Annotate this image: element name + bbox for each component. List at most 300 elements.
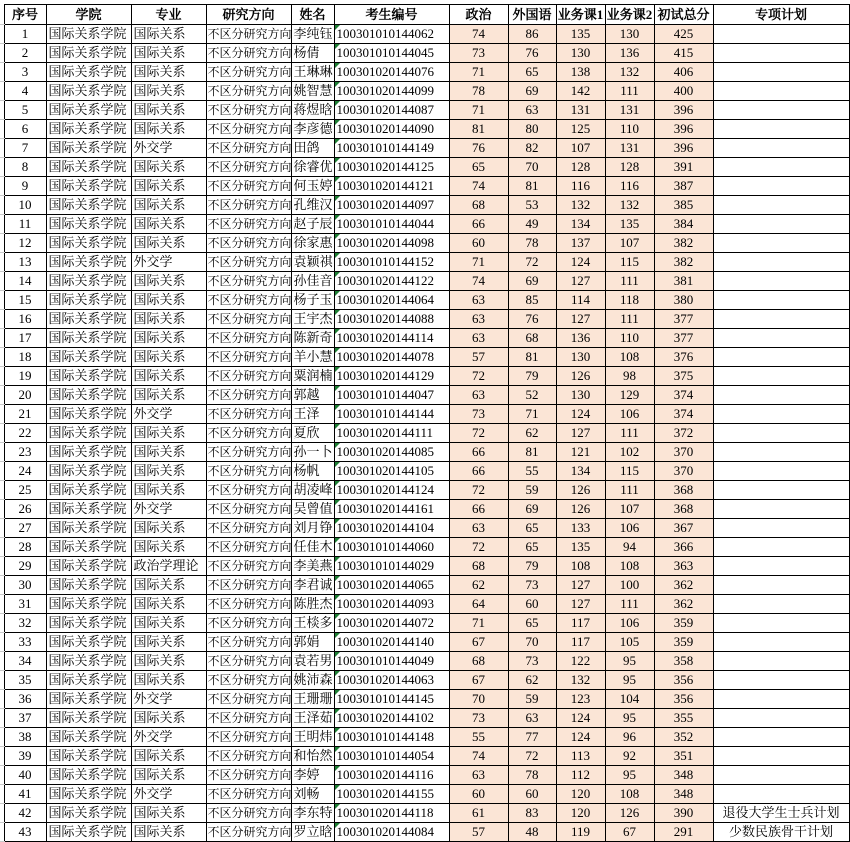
cell-xuhao[interactable]: 36 [4, 690, 46, 709]
cell-xueyuan[interactable]: 国际关系学院 [46, 386, 131, 405]
cell-yewuke2[interactable]: 98 [605, 367, 654, 386]
cell-waiguoyu[interactable]: 71 [508, 405, 556, 424]
cell-xuhao[interactable]: 22 [4, 424, 46, 443]
cell-chushizongfen[interactable]: 368 [654, 481, 713, 500]
cell-xuhao[interactable]: 9 [4, 177, 46, 196]
cell-yewuke1[interactable]: 116 [556, 177, 605, 196]
cell-zhuanye[interactable]: 国际关系 [131, 614, 206, 633]
cell-chushizongfen[interactable]: 425 [654, 25, 713, 44]
cell-yewuke1[interactable]: 132 [556, 196, 605, 215]
cell-yanjiufangxiang[interactable]: 不区分研究方向 [206, 633, 291, 652]
cell-zhengzhi[interactable]: 62 [449, 576, 508, 595]
cell-xingming[interactable]: 王泽 [291, 405, 334, 424]
cell-zhuanxiangjihua[interactable] [713, 519, 849, 538]
cell-xuhao[interactable]: 8 [4, 158, 46, 177]
cell-xuhao[interactable]: 26 [4, 500, 46, 519]
cell-yewuke2[interactable]: 105 [605, 633, 654, 652]
cell-yewuke1[interactable]: 124 [556, 728, 605, 747]
cell-zhuanye[interactable]: 国际关系 [131, 462, 206, 481]
cell-xingming[interactable]: 王珊珊 [291, 690, 334, 709]
cell-yewuke1[interactable]: 122 [556, 652, 605, 671]
cell-yewuke1[interactable]: 133 [556, 519, 605, 538]
cell-xuhao[interactable]: 32 [4, 614, 46, 633]
cell-zhengzhi[interactable]: 57 [449, 823, 508, 842]
cell-zhuanye[interactable]: 国际关系 [131, 120, 206, 139]
cell-xingming[interactable]: 何玉婷 [291, 177, 334, 196]
cell-waiguoyu[interactable]: 72 [508, 253, 556, 272]
cell-zhuanye[interactable]: 国际关系 [131, 44, 206, 63]
cell-kaoshengbianhao[interactable]: 100301020144087 [334, 101, 449, 120]
cell-xueyuan[interactable]: 国际关系学院 [46, 671, 131, 690]
cell-kaoshengbianhao[interactable]: 100301020144076 [334, 63, 449, 82]
cell-xuhao[interactable]: 15 [4, 291, 46, 310]
cell-xuhao[interactable]: 13 [4, 253, 46, 272]
col-header-yanjiufangxiang[interactable]: 研究方向 [206, 5, 291, 25]
cell-yanjiufangxiang[interactable]: 不区分研究方向 [206, 291, 291, 310]
cell-zhengzhi[interactable]: 78 [449, 82, 508, 101]
cell-xueyuan[interactable]: 国际关系学院 [46, 443, 131, 462]
cell-zhuanxiangjihua[interactable] [713, 329, 849, 348]
cell-yewuke2[interactable]: 95 [605, 766, 654, 785]
cell-yanjiufangxiang[interactable]: 不区分研究方向 [206, 747, 291, 766]
cell-yanjiufangxiang[interactable]: 不区分研究方向 [206, 766, 291, 785]
cell-xuhao[interactable]: 41 [4, 785, 46, 804]
cell-xingming[interactable]: 罗立晗 [291, 823, 334, 842]
cell-xingming[interactable]: 杨帆 [291, 462, 334, 481]
cell-xingming[interactable]: 羊小慧 [291, 348, 334, 367]
cell-xingming[interactable]: 任佳木 [291, 538, 334, 557]
cell-zhengzhi[interactable]: 68 [449, 652, 508, 671]
cell-xueyuan[interactable]: 国际关系学院 [46, 557, 131, 576]
cell-zhengzhi[interactable]: 63 [449, 329, 508, 348]
cell-zhuanye[interactable]: 外交学 [131, 690, 206, 709]
cell-chushizongfen[interactable]: 366 [654, 538, 713, 557]
cell-yewuke2[interactable]: 67 [605, 823, 654, 842]
col-header-zhengzhi[interactable]: 政治 [449, 5, 508, 25]
cell-xuhao[interactable]: 20 [4, 386, 46, 405]
cell-zhuanxiangjihua[interactable] [713, 728, 849, 747]
cell-yewuke2[interactable]: 108 [605, 785, 654, 804]
cell-zhuanye[interactable]: 外交学 [131, 139, 206, 158]
cell-waiguoyu[interactable]: 86 [508, 25, 556, 44]
cell-yewuke2[interactable]: 95 [605, 709, 654, 728]
cell-yewuke1[interactable]: 134 [556, 215, 605, 234]
cell-yanjiufangxiang[interactable]: 不区分研究方向 [206, 538, 291, 557]
cell-xuhao[interactable]: 34 [4, 652, 46, 671]
cell-kaoshengbianhao[interactable]: 100301010144044 [334, 215, 449, 234]
cell-yanjiufangxiang[interactable]: 不区分研究方向 [206, 614, 291, 633]
cell-waiguoyu[interactable]: 49 [508, 215, 556, 234]
cell-yanjiufangxiang[interactable]: 不区分研究方向 [206, 424, 291, 443]
cell-kaoshengbianhao[interactable]: 100301020144104 [334, 519, 449, 538]
cell-yewuke1[interactable]: 127 [556, 272, 605, 291]
cell-waiguoyu[interactable]: 76 [508, 310, 556, 329]
cell-xueyuan[interactable]: 国际关系学院 [46, 63, 131, 82]
cell-zhuanxiangjihua[interactable] [713, 272, 849, 291]
cell-xingming[interactable]: 王明炜 [291, 728, 334, 747]
cell-waiguoyu[interactable]: 69 [508, 500, 556, 519]
cell-chushizongfen[interactable]: 396 [654, 120, 713, 139]
cell-waiguoyu[interactable]: 79 [508, 557, 556, 576]
cell-xingming[interactable]: 夏欣 [291, 424, 334, 443]
cell-zhengzhi[interactable]: 61 [449, 804, 508, 823]
cell-yewuke2[interactable]: 128 [605, 158, 654, 177]
cell-kaoshengbianhao[interactable]: 100301010144152 [334, 253, 449, 272]
cell-xingming[interactable]: 陈新奇 [291, 329, 334, 348]
cell-chushizongfen[interactable]: 352 [654, 728, 713, 747]
cell-xingming[interactable]: 徐睿优 [291, 158, 334, 177]
cell-xingming[interactable]: 郭越 [291, 386, 334, 405]
cell-xuhao[interactable]: 31 [4, 595, 46, 614]
cell-kaoshengbianhao[interactable]: 100301020144124 [334, 481, 449, 500]
cell-xuhao[interactable]: 23 [4, 443, 46, 462]
cell-xueyuan[interactable]: 国际关系学院 [46, 766, 131, 785]
cell-xuhao[interactable]: 4 [4, 82, 46, 101]
cell-zhengzhi[interactable]: 76 [449, 139, 508, 158]
cell-xuhao[interactable]: 3 [4, 63, 46, 82]
cell-yewuke2[interactable]: 111 [605, 82, 654, 101]
cell-kaoshengbianhao[interactable]: 100301010144047 [334, 386, 449, 405]
cell-yewuke2[interactable]: 130 [605, 25, 654, 44]
cell-xueyuan[interactable]: 国际关系学院 [46, 82, 131, 101]
cell-zhuanye[interactable]: 国际关系 [131, 709, 206, 728]
cell-chushizongfen[interactable]: 355 [654, 709, 713, 728]
cell-xingming[interactable]: 姚沛森 [291, 671, 334, 690]
cell-zhuanxiangjihua[interactable] [713, 25, 849, 44]
cell-zhengzhi[interactable]: 72 [449, 424, 508, 443]
cell-xuhao[interactable]: 10 [4, 196, 46, 215]
cell-zhuanxiangjihua[interactable] [713, 386, 849, 405]
cell-xueyuan[interactable]: 国际关系学院 [46, 709, 131, 728]
cell-yewuke1[interactable]: 107 [556, 139, 605, 158]
cell-yanjiufangxiang[interactable]: 不区分研究方向 [206, 386, 291, 405]
cell-chushizongfen[interactable]: 391 [654, 158, 713, 177]
cell-zhuanxiangjihua[interactable] [713, 158, 849, 177]
cell-yanjiufangxiang[interactable]: 不区分研究方向 [206, 139, 291, 158]
cell-yewuke2[interactable]: 111 [605, 424, 654, 443]
cell-yewuke1[interactable]: 127 [556, 424, 605, 443]
cell-yewuke1[interactable]: 124 [556, 253, 605, 272]
cell-zhuanye[interactable]: 国际关系 [131, 443, 206, 462]
cell-xueyuan[interactable]: 国际关系学院 [46, 310, 131, 329]
cell-yewuke2[interactable]: 131 [605, 139, 654, 158]
cell-zhengzhi[interactable]: 63 [449, 766, 508, 785]
cell-yewuke1[interactable]: 121 [556, 443, 605, 462]
cell-xingming[interactable]: 吴曾值 [291, 500, 334, 519]
cell-yewuke1[interactable]: 130 [556, 44, 605, 63]
col-header-xingming[interactable]: 姓名 [291, 5, 334, 25]
cell-yewuke2[interactable]: 132 [605, 63, 654, 82]
cell-xingming[interactable]: 李彦德 [291, 120, 334, 139]
cell-xueyuan[interactable]: 国际关系学院 [46, 785, 131, 804]
cell-chushizongfen[interactable]: 372 [654, 424, 713, 443]
cell-yewuke1[interactable]: 114 [556, 291, 605, 310]
cell-zhuanye[interactable]: 国际关系 [131, 82, 206, 101]
cell-waiguoyu[interactable]: 76 [508, 44, 556, 63]
cell-yanjiufangxiang[interactable]: 不区分研究方向 [206, 120, 291, 139]
cell-zhuanxiangjihua[interactable] [713, 633, 849, 652]
cell-zhengzhi[interactable]: 74 [449, 747, 508, 766]
cell-yewuke1[interactable]: 130 [556, 386, 605, 405]
cell-xuhao[interactable]: 17 [4, 329, 46, 348]
cell-zhuanxiangjihua[interactable] [713, 82, 849, 101]
cell-waiguoyu[interactable]: 60 [508, 595, 556, 614]
cell-kaoshengbianhao[interactable]: 100301010144062 [334, 25, 449, 44]
cell-yewuke2[interactable]: 95 [605, 652, 654, 671]
cell-zhuanye[interactable]: 国际关系 [131, 234, 206, 253]
cell-kaoshengbianhao[interactable]: 100301020144102 [334, 709, 449, 728]
cell-yanjiufangxiang[interactable]: 不区分研究方向 [206, 348, 291, 367]
cell-yewuke2[interactable]: 111 [605, 310, 654, 329]
cell-zhengzhi[interactable]: 73 [449, 709, 508, 728]
cell-zhuanxiangjihua[interactable] [713, 234, 849, 253]
cell-zhengzhi[interactable]: 60 [449, 785, 508, 804]
cell-kaoshengbianhao[interactable]: 100301010144049 [334, 652, 449, 671]
cell-yanjiufangxiang[interactable]: 不区分研究方向 [206, 443, 291, 462]
cell-zhuanye[interactable]: 国际关系 [131, 652, 206, 671]
cell-chushizongfen[interactable]: 362 [654, 595, 713, 614]
cell-zhengzhi[interactable]: 70 [449, 690, 508, 709]
cell-zhengzhi[interactable]: 72 [449, 367, 508, 386]
cell-zhuanxiangjihua[interactable] [713, 215, 849, 234]
cell-zhuanxiangjihua[interactable] [713, 576, 849, 595]
cell-zhuanye[interactable]: 国际关系 [131, 766, 206, 785]
cell-yewuke1[interactable]: 127 [556, 310, 605, 329]
cell-xuhao[interactable]: 25 [4, 481, 46, 500]
cell-kaoshengbianhao[interactable]: 100301020144064 [334, 291, 449, 310]
cell-zhuanxiangjihua[interactable] [713, 424, 849, 443]
cell-yewuke1[interactable]: 125 [556, 120, 605, 139]
cell-kaoshengbianhao[interactable]: 100301010144145 [334, 690, 449, 709]
cell-zhuanye[interactable]: 国际关系 [131, 329, 206, 348]
cell-yewuke1[interactable]: 123 [556, 690, 605, 709]
cell-waiguoyu[interactable]: 70 [508, 158, 556, 177]
cell-yanjiufangxiang[interactable]: 不区分研究方向 [206, 405, 291, 424]
cell-waiguoyu[interactable]: 82 [508, 139, 556, 158]
cell-xuhao[interactable]: 19 [4, 367, 46, 386]
cell-zhuanye[interactable]: 国际关系 [131, 747, 206, 766]
cell-waiguoyu[interactable]: 69 [508, 272, 556, 291]
cell-xingming[interactable]: 徐家惠 [291, 234, 334, 253]
cell-zhuanxiangjihua[interactable] [713, 709, 849, 728]
cell-yewuke1[interactable]: 138 [556, 63, 605, 82]
cell-yewuke2[interactable]: 107 [605, 234, 654, 253]
cell-yewuke1[interactable]: 108 [556, 557, 605, 576]
cell-chushizongfen[interactable]: 400 [654, 82, 713, 101]
cell-zhuanye[interactable]: 国际关系 [131, 424, 206, 443]
cell-xueyuan[interactable]: 国际关系学院 [46, 348, 131, 367]
cell-zhengzhi[interactable]: 63 [449, 310, 508, 329]
cell-xuhao[interactable]: 1 [4, 25, 46, 44]
cell-xingming[interactable]: 孙一卜 [291, 443, 334, 462]
cell-zhengzhi[interactable]: 64 [449, 595, 508, 614]
cell-yanjiufangxiang[interactable]: 不区分研究方向 [206, 158, 291, 177]
cell-yewuke1[interactable]: 126 [556, 367, 605, 386]
cell-chushizongfen[interactable]: 367 [654, 519, 713, 538]
cell-yewuke2[interactable]: 106 [605, 519, 654, 538]
cell-yewuke1[interactable]: 135 [556, 538, 605, 557]
col-header-yewuke2[interactable]: 业务课2 [605, 5, 654, 25]
cell-xuhao[interactable]: 29 [4, 557, 46, 576]
cell-kaoshengbianhao[interactable]: 100301020144140 [334, 633, 449, 652]
cell-xuhao[interactable]: 38 [4, 728, 46, 747]
cell-waiguoyu[interactable]: 59 [508, 481, 556, 500]
cell-xingming[interactable]: 杨子玉 [291, 291, 334, 310]
cell-zhuanye[interactable]: 国际关系 [131, 63, 206, 82]
cell-chushizongfen[interactable]: 362 [654, 576, 713, 595]
cell-chushizongfen[interactable]: 348 [654, 766, 713, 785]
cell-zhuanxiangjihua[interactable] [713, 348, 849, 367]
cell-yewuke1[interactable]: 120 [556, 785, 605, 804]
cell-zhuanye[interactable]: 外交学 [131, 785, 206, 804]
cell-zhuanye[interactable]: 国际关系 [131, 367, 206, 386]
cell-yewuke1[interactable]: 127 [556, 595, 605, 614]
cell-xingming[interactable]: 李婷 [291, 766, 334, 785]
cell-yewuke1[interactable]: 126 [556, 481, 605, 500]
cell-kaoshengbianhao[interactable]: 100301020144093 [334, 595, 449, 614]
cell-xueyuan[interactable]: 国际关系学院 [46, 728, 131, 747]
cell-zhuanxiangjihua[interactable] [713, 63, 849, 82]
cell-kaoshengbianhao[interactable]: 100301020144111 [334, 424, 449, 443]
cell-yanjiufangxiang[interactable]: 不区分研究方向 [206, 272, 291, 291]
cell-chushizongfen[interactable]: 415 [654, 44, 713, 63]
cell-kaoshengbianhao[interactable]: 100301020144098 [334, 234, 449, 253]
cell-kaoshengbianhao[interactable]: 100301020144161 [334, 500, 449, 519]
cell-yewuke2[interactable]: 118 [605, 291, 654, 310]
cell-xuhao[interactable]: 42 [4, 804, 46, 823]
cell-yanjiufangxiang[interactable]: 不区分研究方向 [206, 595, 291, 614]
cell-yanjiufangxiang[interactable]: 不区分研究方向 [206, 671, 291, 690]
cell-yewuke2[interactable]: 115 [605, 253, 654, 272]
cell-zhengzhi[interactable]: 66 [449, 443, 508, 462]
cell-xueyuan[interactable]: 国际关系学院 [46, 462, 131, 481]
cell-yewuke2[interactable]: 102 [605, 443, 654, 462]
cell-zhuanye[interactable]: 国际关系 [131, 386, 206, 405]
cell-waiguoyu[interactable]: 81 [508, 348, 556, 367]
cell-zhuanxiangjihua[interactable] [713, 785, 849, 804]
cell-zhuanye[interactable]: 国际关系 [131, 25, 206, 44]
cell-chushizongfen[interactable]: 363 [654, 557, 713, 576]
cell-zhengzhi[interactable]: 65 [449, 158, 508, 177]
cell-xuhao[interactable]: 21 [4, 405, 46, 424]
cell-yanjiufangxiang[interactable]: 不区分研究方向 [206, 101, 291, 120]
cell-xuhao[interactable]: 14 [4, 272, 46, 291]
cell-yanjiufangxiang[interactable]: 不区分研究方向 [206, 82, 291, 101]
cell-xueyuan[interactable]: 国际关系学院 [46, 196, 131, 215]
cell-xueyuan[interactable]: 国际关系学院 [46, 25, 131, 44]
cell-xingming[interactable]: 李美燕 [291, 557, 334, 576]
cell-yewuke2[interactable]: 110 [605, 120, 654, 139]
cell-yanjiufangxiang[interactable]: 不区分研究方向 [206, 576, 291, 595]
cell-chushizongfen[interactable]: 396 [654, 101, 713, 120]
cell-zhuanye[interactable]: 国际关系 [131, 158, 206, 177]
cell-zhengzhi[interactable]: 63 [449, 519, 508, 538]
cell-xueyuan[interactable]: 国际关系学院 [46, 291, 131, 310]
cell-waiguoyu[interactable]: 53 [508, 196, 556, 215]
cell-chushizongfen[interactable]: 380 [654, 291, 713, 310]
cell-xuhao[interactable]: 27 [4, 519, 46, 538]
cell-kaoshengbianhao[interactable]: 100301020144072 [334, 614, 449, 633]
cell-zhuanxiangjihua[interactable] [713, 690, 849, 709]
cell-waiguoyu[interactable]: 52 [508, 386, 556, 405]
col-header-xueyuan[interactable]: 学院 [46, 5, 131, 25]
cell-zhengzhi[interactable]: 63 [449, 386, 508, 405]
cell-yanjiufangxiang[interactable]: 不区分研究方向 [206, 44, 291, 63]
cell-xuhao[interactable]: 30 [4, 576, 46, 595]
col-header-chushizongfen[interactable]: 初试总分 [654, 5, 713, 25]
cell-zhuanye[interactable]: 国际关系 [131, 481, 206, 500]
cell-kaoshengbianhao[interactable]: 100301010144148 [334, 728, 449, 747]
cell-yewuke1[interactable]: 126 [556, 500, 605, 519]
cell-waiguoyu[interactable]: 59 [508, 690, 556, 709]
cell-yewuke2[interactable]: 129 [605, 386, 654, 405]
cell-xingming[interactable]: 陈胜杰 [291, 595, 334, 614]
cell-chushizongfen[interactable]: 385 [654, 196, 713, 215]
cell-chushizongfen[interactable]: 356 [654, 671, 713, 690]
cell-waiguoyu[interactable]: 79 [508, 367, 556, 386]
cell-yewuke2[interactable]: 110 [605, 329, 654, 348]
cell-xingming[interactable]: 王宇杰 [291, 310, 334, 329]
col-header-xuhao[interactable]: 序号 [4, 5, 46, 25]
cell-zhuanxiangjihua[interactable] [713, 766, 849, 785]
cell-yewuke2[interactable]: 111 [605, 595, 654, 614]
cell-yewuke2[interactable]: 104 [605, 690, 654, 709]
cell-zhengzhi[interactable]: 71 [449, 63, 508, 82]
cell-chushizongfen[interactable]: 374 [654, 405, 713, 424]
cell-yewuke2[interactable]: 136 [605, 44, 654, 63]
cell-xueyuan[interactable]: 国际关系学院 [46, 101, 131, 120]
cell-kaoshengbianhao[interactable]: 100301020144121 [334, 177, 449, 196]
cell-yewuke2[interactable]: 108 [605, 348, 654, 367]
cell-yewuke2[interactable]: 95 [605, 671, 654, 690]
cell-xuhao[interactable]: 7 [4, 139, 46, 158]
cell-zhengzhi[interactable]: 66 [449, 215, 508, 234]
cell-waiguoyu[interactable]: 55 [508, 462, 556, 481]
cell-kaoshengbianhao[interactable]: 100301020144114 [334, 329, 449, 348]
cell-zhengzhi[interactable]: 66 [449, 462, 508, 481]
cell-yewuke2[interactable]: 126 [605, 804, 654, 823]
cell-chushizongfen[interactable]: 381 [654, 272, 713, 291]
cell-xueyuan[interactable]: 国际关系学院 [46, 823, 131, 842]
cell-xueyuan[interactable]: 国际关系学院 [46, 253, 131, 272]
cell-zhuanxiangjihua[interactable] [713, 44, 849, 63]
cell-yewuke1[interactable]: 124 [556, 709, 605, 728]
cell-zhengzhi[interactable]: 72 [449, 538, 508, 557]
cell-xueyuan[interactable]: 国际关系学院 [46, 519, 131, 538]
cell-xuhao[interactable]: 40 [4, 766, 46, 785]
cell-zhuanxiangjihua[interactable] [713, 196, 849, 215]
cell-yewuke2[interactable]: 100 [605, 576, 654, 595]
cell-zhengzhi[interactable]: 71 [449, 101, 508, 120]
cell-xuhao[interactable]: 43 [4, 823, 46, 842]
cell-xuhao[interactable]: 2 [4, 44, 46, 63]
cell-xueyuan[interactable]: 国际关系学院 [46, 120, 131, 139]
cell-chushizongfen[interactable]: 374 [654, 386, 713, 405]
cell-yanjiufangxiang[interactable]: 不区分研究方向 [206, 804, 291, 823]
cell-chushizongfen[interactable]: 377 [654, 329, 713, 348]
cell-waiguoyu[interactable]: 72 [508, 747, 556, 766]
cell-chushizongfen[interactable]: 291 [654, 823, 713, 842]
cell-xueyuan[interactable]: 国际关系学院 [46, 614, 131, 633]
cell-yanjiufangxiang[interactable]: 不区分研究方向 [206, 63, 291, 82]
cell-zhengzhi[interactable]: 73 [449, 405, 508, 424]
cell-xueyuan[interactable]: 国际关系学院 [46, 215, 131, 234]
cell-waiguoyu[interactable]: 70 [508, 633, 556, 652]
cell-zhuanxiangjihua[interactable]: 退役大学生士兵计划 [713, 804, 849, 823]
cell-xueyuan[interactable]: 国际关系学院 [46, 405, 131, 424]
cell-yanjiufangxiang[interactable]: 不区分研究方向 [206, 823, 291, 842]
cell-yewuke1[interactable]: 119 [556, 823, 605, 842]
